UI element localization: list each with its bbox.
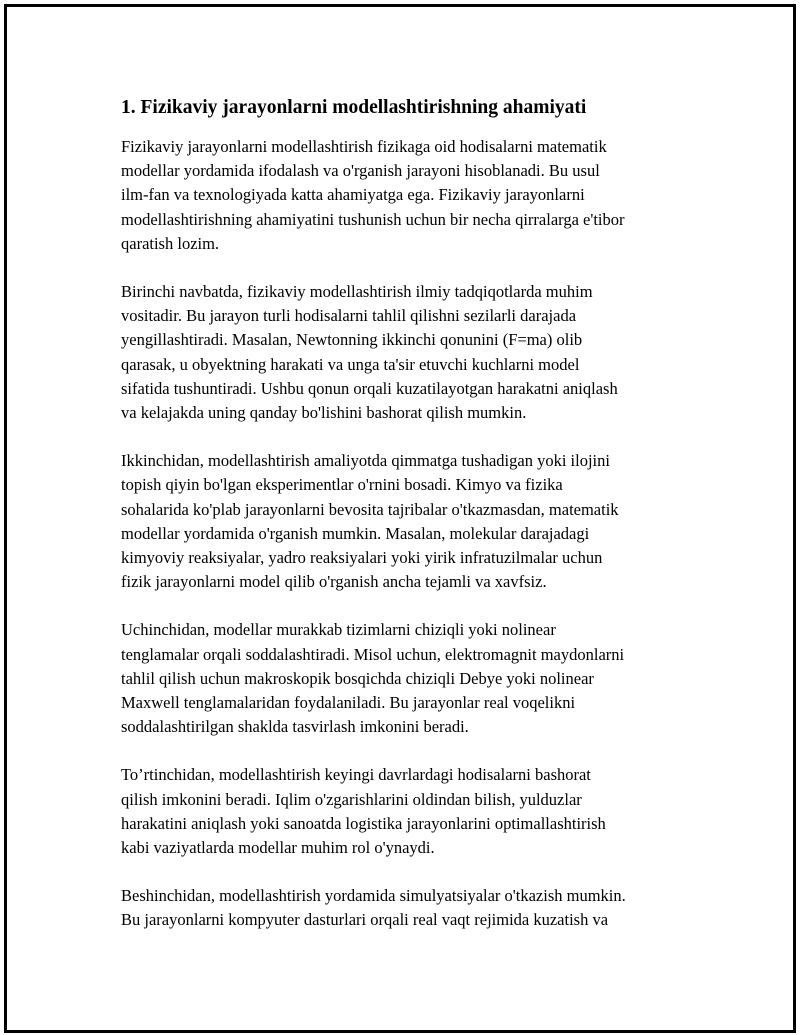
paragraph-2: Birinchi navbatda, fizikaviy modellashtirish ilmiy tadqiqotlarda muhim vositadir. Bu jarayon turli hodisalarni tahlil qilishni sezilarli darajada yengillashtiradi. Masalan, Newtonning ikkinchi qonunini (F=ma) olib qarasak, u obyektning harakati va unga ta'sir etuvchi kuchlarni model sifatida tushuntiradi. Ushbu qonun orqali kuzatilayotgan harakatni aniqlash va kelajakda uning qanday bo'lishini bashorat qilish mumkin. (121, 282, 618, 423)
paragraph-5: To’rtinchidan, modellashtirish keyingi davrlardagi hodisalarni bashorat qilish imkonini beradi. Iqlim o'zgarishlarini oldindan bilish, yulduzlar harakatini aniqlash yoki sanoatda logistika jarayonlarini optimallashtirish kabi vaziyatlarda modellar muhim rol o'ynaydi. (121, 765, 606, 858)
section-heading: 1. Fizikaviy jarayonlarni modellashtirishning ahamiyati (121, 97, 587, 118)
paragraph-4: Uchinchidan, modellar murakkab tizimlarni chiziqli yoki nolinear tenglamalar orqali soddalashtiradi. Misol uchun, elektromagnit maydonlarni tahlil qilish uchun makroskopik bosqichda chiziqli Debye yoki nolinear Maxwell tenglamalaridan foydalaniladi. Bu jarayonlar real voqelikni soddalashtirilgan shaklda tasvirlash imkonini beradi. (121, 620, 625, 737)
page-frame (4, 4, 796, 1033)
paragraph-6: Beshinchidan, modellashtirish yordamida simulyatsiyalar o'tkazish mumkin. Bu jarayonlarni kompyuter dasturlari orqali real vaqt rejimida kuzatish va (121, 886, 626, 930)
paragraph-3: Ikkinchidan, modellashtirish amaliyotda qimmatga tushadigan yoki ilojini topish qiyin bo'lgan eksperimentlar o'rnini bosadi. Kimyo va fizika sohalarida ko'plab jarayonlarni bevosita tajribalar o'tkazmasdan, matematik modellar yordamida o'rganish mumkin. Masalan, molekular darajadagi kimyoviy reaksiyalar, yadro reaksiyalari yoki yirik infratuzilmalar uchun fizik jarayonlarni model qilib o'rganish ancha tejamli va xavfsiz. (121, 451, 619, 592)
paragraph-1: Fizikaviy jarayonlarni modellashtirish fizikaga oid hodisalarni matematik modellar yordamida ifodalash va o'rganish jarayoni hisoblanadi. Bu usul ilm-fan va texnologiyada katta ahamiyatga ega. Fizikaviy jarayonlarni modellashtirishning ahamiyatini tushunish uchun bir necha qirralarga e'tibor qaratish lozim. (121, 137, 625, 253)
document-content (121, 95, 701, 957)
